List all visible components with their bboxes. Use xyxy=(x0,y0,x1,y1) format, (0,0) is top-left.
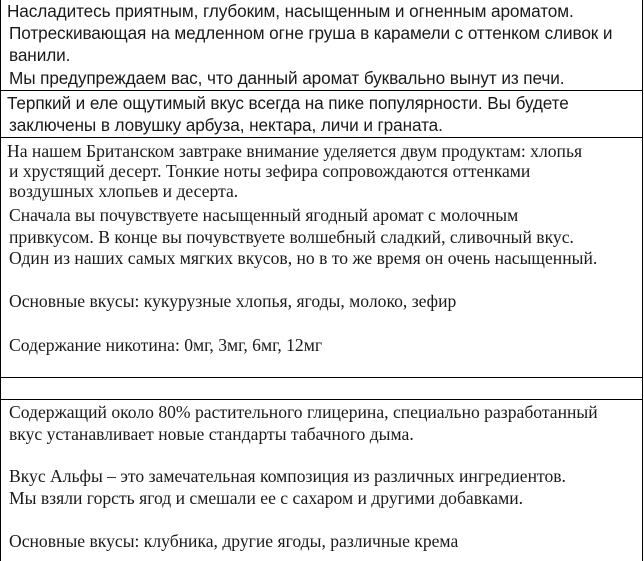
text-line: Основные вкусы: кукурузные хлопья, ягоды, молоко, зефир xyxy=(9,291,457,311)
table-row-empty xyxy=(1,377,642,400)
text-line: Сначала вы почувствуете насыщенный ягодный аромат с молочным xyxy=(9,205,519,225)
table-row xyxy=(1,137,642,378)
text-line: ванили. xyxy=(9,45,71,65)
text-line: и хрустящий десерт. Тонкие ноты зефира сопровождаются оттенками xyxy=(9,161,531,181)
text-line: Основные вкусы: клубника, другие ягоды, различные крема xyxy=(9,531,459,551)
text-line: Терпкий и еле ощутимый вкус всегда на пике популярности. Вы будете xyxy=(7,93,569,113)
text-line: Насладитесь приятным, глубоким, насыщенным и огненным ароматом. xyxy=(7,1,574,21)
text-line: Один из наших самых мягких вкусов, но в то же время он очень насыщенный. xyxy=(9,248,598,268)
text-line: привкусом. В конце вы почувствуете волшебный сладкий, сливочный вкус. xyxy=(9,227,574,247)
text-line: На нашем Британском завтраке внимание уделяется двум продуктам: хлопья xyxy=(7,141,583,161)
text-line: Мы предупреждаем вас, что данный аромат буквально вынут из печи. xyxy=(9,68,565,88)
table-row xyxy=(1,90,642,138)
text-line: вкус устанавливает новые стандарты табачного дыма. xyxy=(9,424,414,444)
text-line: воздушных хлопьев и десерта. xyxy=(9,181,239,201)
table-row xyxy=(1,0,642,91)
text-line: Содержание никотина: 0мг, 3мг, 6мг, 12мг xyxy=(9,335,323,355)
table-row xyxy=(1,399,642,561)
text-line: Мы взяли горсть ягод и смешали ее с сахаром и другими добавками. xyxy=(9,488,524,508)
text-line: Вкус Альфы – это замечательная композиция из различных ингредиентов. xyxy=(9,466,566,486)
text-line: заключены в ловушку арбуза, нектара, личи и граната. xyxy=(9,115,443,135)
text-line: Содержащий около 80% растительного глицерина, специально разработанный xyxy=(9,402,598,422)
text-line: Потрескивающая на медленном огне груша в карамели с оттенком сливок и xyxy=(9,23,613,43)
